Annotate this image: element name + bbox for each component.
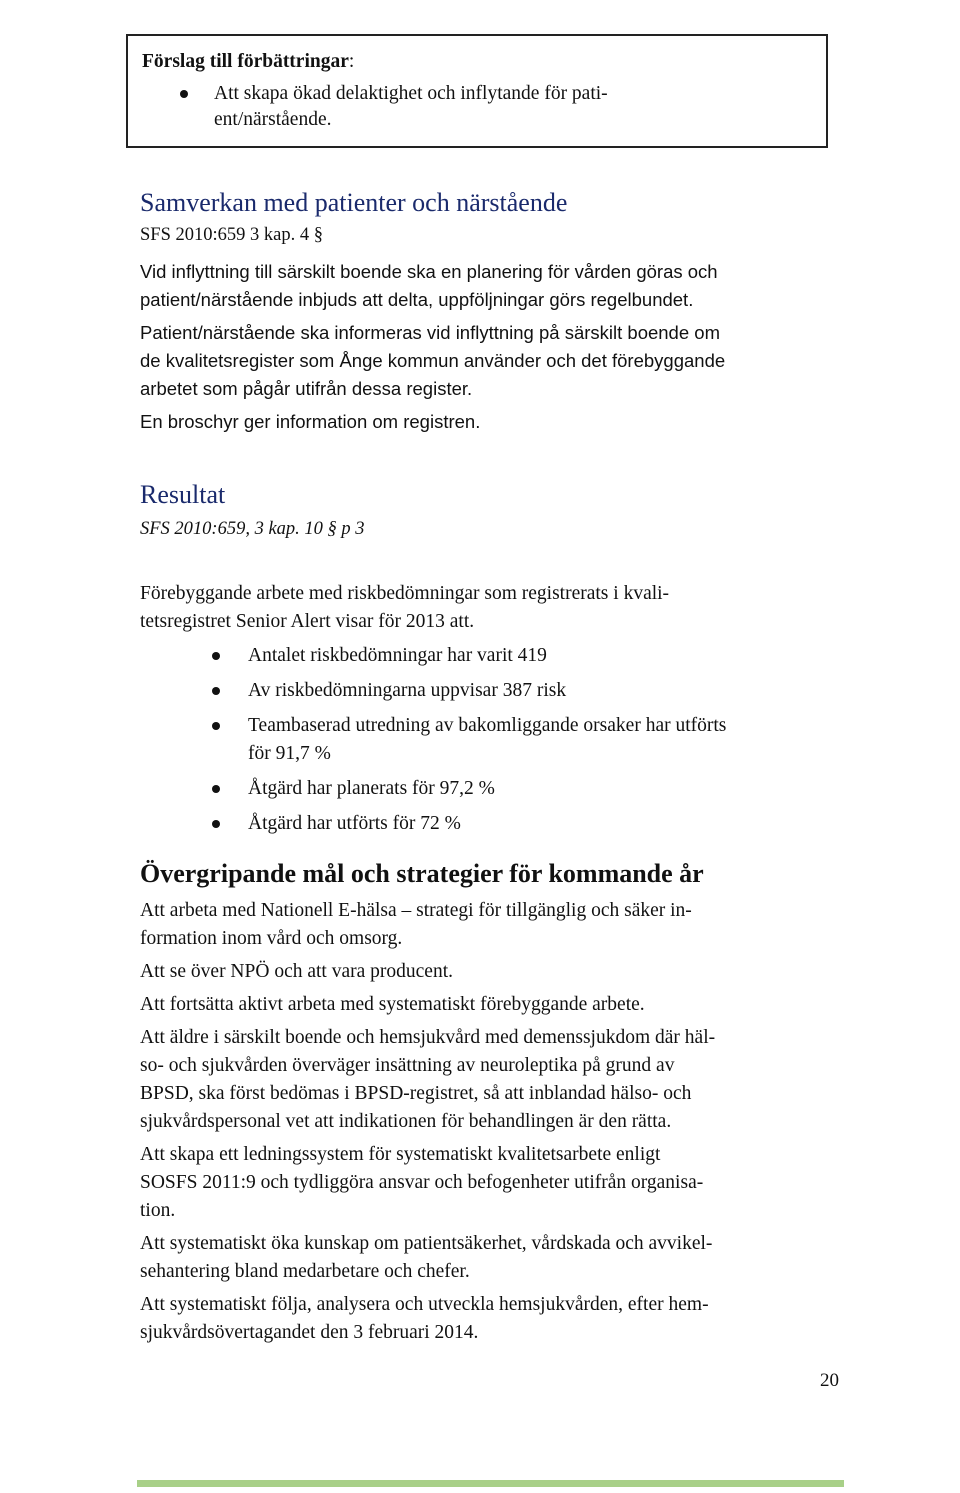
- resultat-reference: SFS 2010:659, 3 kap. 10 § p 3: [140, 519, 365, 539]
- bullet-icon: [212, 820, 220, 828]
- paragraph: Vid inflyttning till särskilt boende ska en planering för vården göras och patient/närstående inbjuds att delta, uppföljningar görs regelbundet.: [140, 261, 718, 310]
- bullet-icon: [212, 652, 220, 660]
- paragraph: Att äldre i särskilt boende och hemsjukvård med demenssjukdom där häl- so- och sjukvården överväger insättning av neuroleptika på grund av BPSD, ska först bedömas i BPSD-registret, så att inblandad hälso- och sjukvårdspersonal vet att indikationen för behandlingen är den rätta.: [140, 1027, 716, 1132]
- paragraph: Att fortsätta aktivt arbeta med systematiskt förebyggande arbete.: [140, 994, 645, 1015]
- page-number: 20: [820, 1370, 839, 1391]
- list-item: Av riskbedömningarna uppvisar 387 risk: [140, 677, 840, 705]
- resultat-heading: Resultat: [140, 480, 226, 509]
- resultat-intro: Förebyggande arbete med riskbedömningar som registrerats i kvali- tetsregistret Senior Alert visar för 2013 att.: [140, 583, 670, 632]
- bullet-icon: [212, 687, 220, 695]
- bullet-icon: [212, 785, 220, 793]
- list-item: Teambaserad utredning av bakomliggande orsaker har utförts för 91,7 %: [140, 712, 840, 768]
- samverkan-body: [140, 258, 840, 436]
- suggestion-box: [126, 34, 828, 148]
- paragraph: Att arbeta med Nationell E-hälsa – strategi för tillgänglig och säker in- formation inom vård och omsorg.: [140, 900, 692, 949]
- paragraph: Att se över NPÖ och att vara producent.: [140, 961, 453, 982]
- resultat-section: [140, 480, 840, 540]
- resultat-list: [140, 642, 840, 838]
- resultat-body: [140, 580, 840, 845]
- overgripande-body: [140, 897, 840, 1347]
- paragraph: Patient/närstående ska informeras vid inflyttning på särskilt boende om de kvalitetsregister som Ånge kommun använder och det förebyggande arbetet som pågår utifrån dessa register.: [140, 322, 726, 399]
- overgripande-section: [140, 858, 840, 890]
- paragraph: Att skapa ett ledningssystem för systematiskt kvalitetsarbete enligt SOSFS 2011:9 och tydliggöra ansvar och befogenheter utifrån organisa- tion.: [140, 1144, 704, 1221]
- samverkan-heading: Samverkan med patienter och närstående: [140, 188, 568, 217]
- list-item: Åtgärd har utförts för 72 %: [140, 810, 840, 838]
- bullet-icon: [180, 90, 188, 98]
- list-item: Att skapa ökad delaktighet och inflytande för pati- ent/närstående.: [142, 81, 634, 133]
- list-item: Åtgärd har planerats för 97,2 %: [140, 775, 840, 803]
- suggestion-list: [142, 81, 812, 133]
- paragraph: Att systematiskt öka kunskap om patientsäkerhet, vårdskada och avvikel- sehantering bland medarbetare och chefer.: [140, 1233, 713, 1282]
- footer-divider: [137, 1480, 844, 1487]
- list-item: Antalet riskbedömningar har varit 419: [140, 642, 840, 670]
- paragraph: Att systematiskt följa, analysera och utveckla hemsjukvården, efter hem- sjukvårdsövertagandet den 3 februari 2014.: [140, 1294, 709, 1343]
- samverkan-section: [140, 188, 840, 246]
- samverkan-reference: SFS 2010:659 3 kap. 4 §: [140, 225, 323, 245]
- paragraph: En broschyr ger information om registren.: [140, 411, 481, 432]
- overgripande-heading: Övergripande mål och strategier för kommande år: [140, 859, 704, 888]
- bullet-icon: [212, 722, 220, 730]
- suggestion-box-title: Förslag till förbättringar:: [142, 51, 355, 72]
